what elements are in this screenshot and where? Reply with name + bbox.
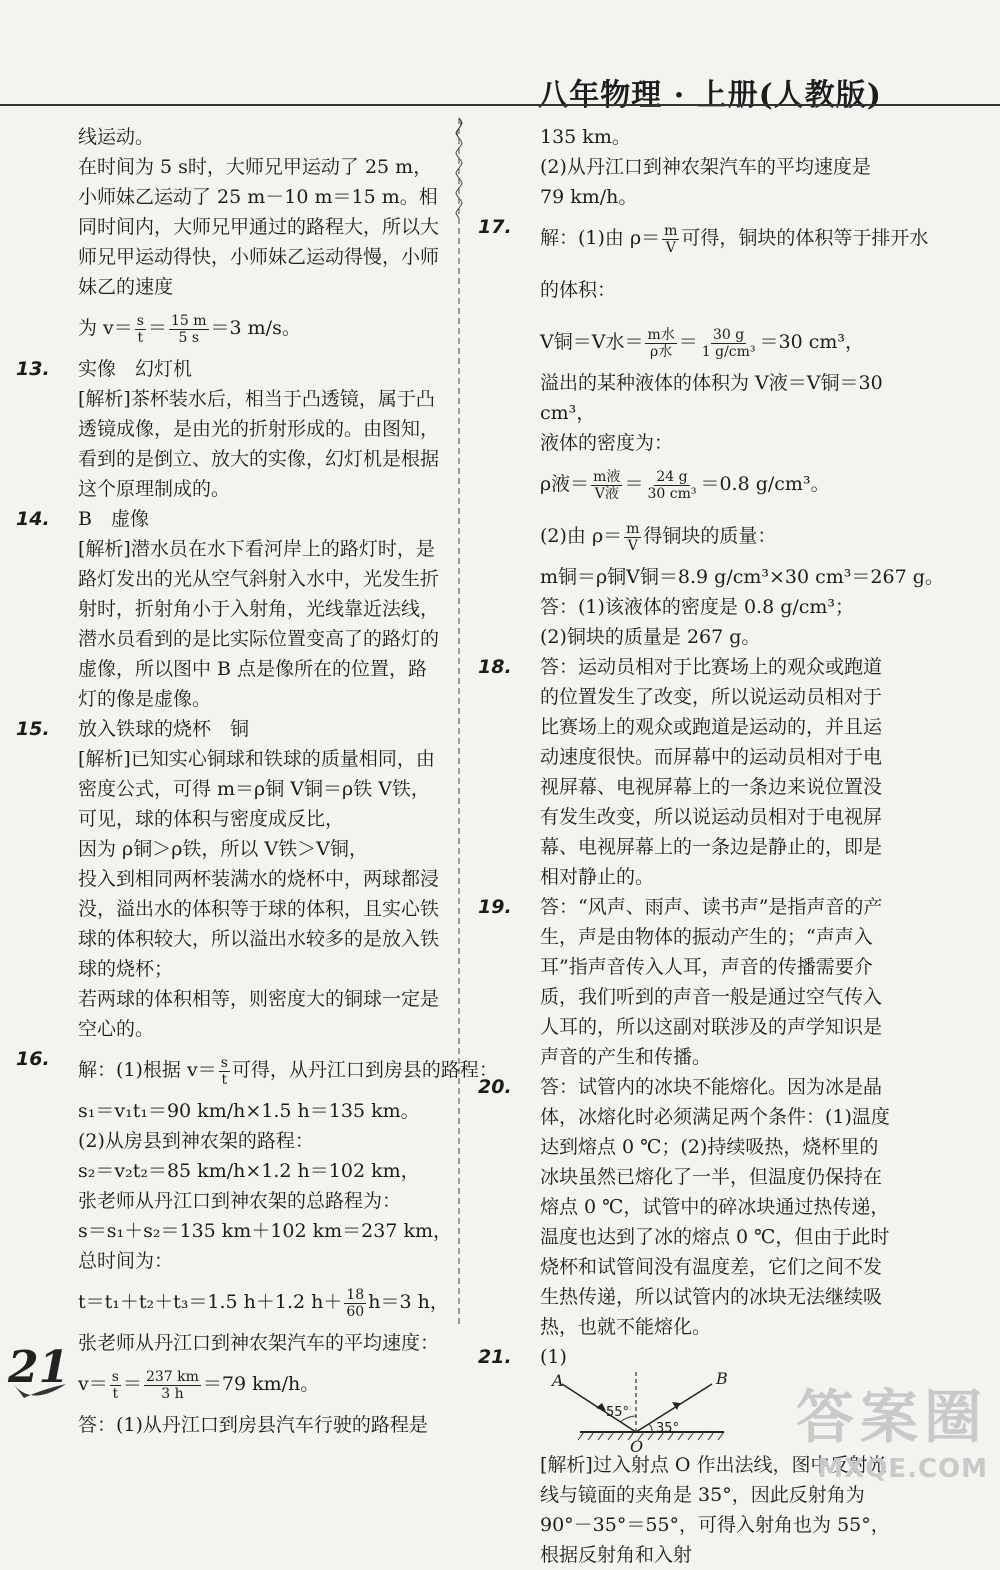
question-21 bbox=[478, 1342, 893, 1372]
answer-text: 答：“风声、雨声、读书声”是指声音的产生，声是由物体的振动产生的；“声声入耳”指声音传入人耳，声音的传播需要介质，我们听到的声音一般是通过空气传入人耳的，所以这副对联涉及的声学知识是声音的产生和传播。 bbox=[540, 896, 883, 1068]
answer-text: 放入铁球的烧杯 铜 bbox=[78, 718, 250, 740]
book-title: 八年物理 · 上册(人教版) bbox=[538, 78, 882, 113]
text-line: (2)从房县到神农架的路程： bbox=[78, 1130, 314, 1152]
question-number: 21. bbox=[478, 1346, 512, 1368]
text-paragraph: 在时间为 5 s时，大师兄甲运动了 25 m，小师妹乙运动了 25 m－10 m＝15 m。相同时间内，大师兄甲通过的路程大，所以大师兄甲运动得快，小师妹乙运动得慢，小师妹乙的速度 bbox=[78, 156, 440, 298]
answer-text: 实像 幻灯机 bbox=[78, 358, 193, 380]
text-line: 张老师从丹江口到神农架汽车的平均速度： bbox=[78, 1332, 440, 1354]
question-15 bbox=[16, 714, 446, 1044]
question-number: 18. bbox=[478, 656, 512, 678]
mirror-hatching bbox=[578, 1432, 724, 1440]
question-13 bbox=[16, 354, 446, 504]
question-19 bbox=[478, 892, 893, 1072]
angle-arc-35 bbox=[648, 1424, 652, 1432]
question-number: 19. bbox=[478, 896, 512, 918]
leaf-ornament-icon bbox=[10, 1378, 70, 1408]
formula-line: s＝s₁＋s₂＝135 km＋102 km＝237 km， bbox=[78, 1220, 452, 1242]
question-number: 13. bbox=[16, 358, 50, 380]
point-b-label: B bbox=[716, 1369, 728, 1388]
text-line: 135 km。 bbox=[540, 126, 631, 148]
text-line: 答：(1)从丹江口到房县汽车行驶的路程是 bbox=[78, 1414, 428, 1436]
answer-text: 答：(1)该液体的密度是 0.8 g/cm³； bbox=[540, 596, 855, 618]
analysis-text: [解析]茶杯装水后，相当于凸透镜，属于凸透镜成像，是由光的折射形成的。由图知，看到的是倒立、放大的实像，幻灯机是根据这个原理制成的。 bbox=[78, 388, 440, 500]
text-line: 因为 ρ铜＞ρ铁，所以 V铁＞V铜， bbox=[78, 838, 368, 860]
question-20 bbox=[478, 1072, 893, 1342]
text-line: 张老师从丹江口到神农架的总路程为： bbox=[78, 1190, 402, 1212]
formula-line: s₁＝v₁t₁＝90 km/h×1.5 h＝135 km。 bbox=[78, 1100, 420, 1122]
point-a-label: A bbox=[552, 1371, 564, 1390]
answer-text: B 虚像 bbox=[78, 508, 149, 530]
question-number: 17. bbox=[478, 216, 512, 238]
q12-continuation bbox=[16, 122, 446, 354]
watermark-url: MXQE.COM bbox=[817, 1454, 988, 1484]
answer-text: (2)铜块的质量是 267 g。 bbox=[540, 626, 761, 648]
formula-line: 解：(1)由 ρ＝ $\frac{m}{V}$ 可得，铜块的体积等于排开水的体积： bbox=[540, 222, 929, 301]
analysis-text: [解析]潜水员在水下看河岸上的路灯时，是路灯发出的光从空气斜射入水中，光发生折射时，折射角小于入射角，光线靠近法线，潜水员看到的是比实际位置变高了的路灯的虚像，所以图中 B 点是像所在的位置，路灯的像是虚像。 bbox=[78, 538, 440, 710]
formula-line: s₂＝v₂t₂＝85 km/h×1.2 h＝102 km， bbox=[78, 1160, 420, 1182]
q16-continuation bbox=[478, 122, 893, 212]
formula-line: V铜＝V水＝ $\frac{\text{m水}}{\text{ρ水}}$ ＝ $\frac{30 g}{\text{1 g/cm³}}$ ＝30 cm³， bbox=[540, 326, 865, 360]
text-line: 液体的密度为： bbox=[540, 432, 674, 454]
question-number: 14. bbox=[16, 508, 50, 530]
text-paragraph: 投入到相同两杯装满水的烧杯中，两球都浸没，溢出水的体积等于球的体积，且实心铁球的体积较大，所以溢出水较多的是放入铁球的烧杯； bbox=[78, 868, 440, 980]
question-number: 20. bbox=[478, 1076, 512, 1098]
watermark-logo-text: 答案圈 bbox=[795, 1383, 988, 1451]
text-line: 总时间为： bbox=[78, 1250, 174, 1272]
formula-line: 为 v＝ $\frac{s}{t}$ ＝ $\frac{15 m}{5 s}$ ＝3 m/s。 bbox=[78, 312, 301, 346]
question-18 bbox=[478, 652, 893, 892]
formula-line: t＝t₁＋t₂＋t₃＝1.5 h＋1.2 h＋ $\frac{18}{60}$ h＝3 h， bbox=[78, 1286, 449, 1320]
answer-text: 答：试管内的冰块不能熔化。因为冰是晶体，冰熔化时必须满足两个条件：(1)温度达到熔点 0 ℃；(2)持续吸热，烧杯里的冰块虽然已熔化了一半，但温度仍保持在熔点 0 ℃，试管中的碎冰块通过热传递，温度也达到了冰的熔点 0 ℃，但由于此时烧杯和试管间没有温度差，它们之间不发生热传递，所以试管内的冰块无法继续吸热，也就不能熔化。 bbox=[540, 1076, 890, 1338]
watermark bbox=[796, 1370, 988, 1484]
text-line: 线运动。 bbox=[78, 126, 155, 148]
question-17 bbox=[478, 212, 944, 652]
text-line: 溢出的某种液体的体积为 V液＝V铜＝30 cm³， bbox=[540, 372, 883, 424]
question-number: 16. bbox=[16, 1048, 50, 1070]
question-number: 15. bbox=[16, 718, 50, 740]
formula-line: ρ液＝ $\frac{\text{m液}}{\text{V液}}$ ＝ $\frac{24 g}{\text{30 cm³}}$ ＝0.8 g/cm³。 bbox=[540, 468, 830, 502]
formula-line: 解：(1)根据 v＝ $\frac{s}{t}$ 可得，从丹江口到房县的路程： bbox=[78, 1054, 498, 1088]
analysis-text: [解析]过入射点 O 作出法线，图中反射光线与镜面的夹角是 35°，因此反射角为 90°－35°＝55°，可得入射角也为 55°，根据反射角和入射 bbox=[540, 1454, 890, 1566]
text-paragraph: 若两球的体积相等，则密度大的铜球一定是空心的。 bbox=[78, 988, 440, 1040]
formula-line: v＝ $\frac{s}{t}$ ＝ $\frac{237 km}{3 h}$ ＝79 km/h。 bbox=[78, 1368, 320, 1402]
point-o-label: O bbox=[630, 1437, 644, 1456]
formula-line: m铜＝ρ铜V铜＝8.9 g/cm³×30 cm³＝267 g。 bbox=[540, 566, 944, 588]
part-label: (1) bbox=[540, 1346, 567, 1368]
text-paragraph: (2)从丹江口到神农架汽车的平均速度是 79 km/h。 bbox=[540, 156, 871, 208]
angle-55-label: 55° bbox=[606, 1405, 630, 1420]
answer-text: 答：运动员相对于比赛场上的观众或跑道的位置发生了改变，所以说运动员相对于比赛场上的观众或跑道是运动的，并且运动速度很快。而屏幕中的运动员相对于电视屏幕、电视屏幕上的一条边来说位置没有发生改变，所以说运动员相对于电视屏幕、电视屏幕上的一条边是静止的，即是相对静止的。 bbox=[540, 656, 883, 888]
analysis-text: [解析]已知实心铜球和铁球的质量相同，由密度公式，可得 m＝ρ铜 V铜＝ρ铁 V铁， bbox=[78, 748, 435, 800]
question-14 bbox=[16, 504, 446, 714]
formula-line: (2)由 ρ＝ $\frac{m}{V}$ 得铜块的质量： bbox=[540, 520, 777, 554]
page-number: 21 bbox=[8, 1342, 70, 1393]
angle-35-label: 35° bbox=[656, 1421, 680, 1436]
text-line: 可见，球的体积与密度成反比， bbox=[78, 808, 345, 830]
header-rule bbox=[0, 104, 1000, 106]
